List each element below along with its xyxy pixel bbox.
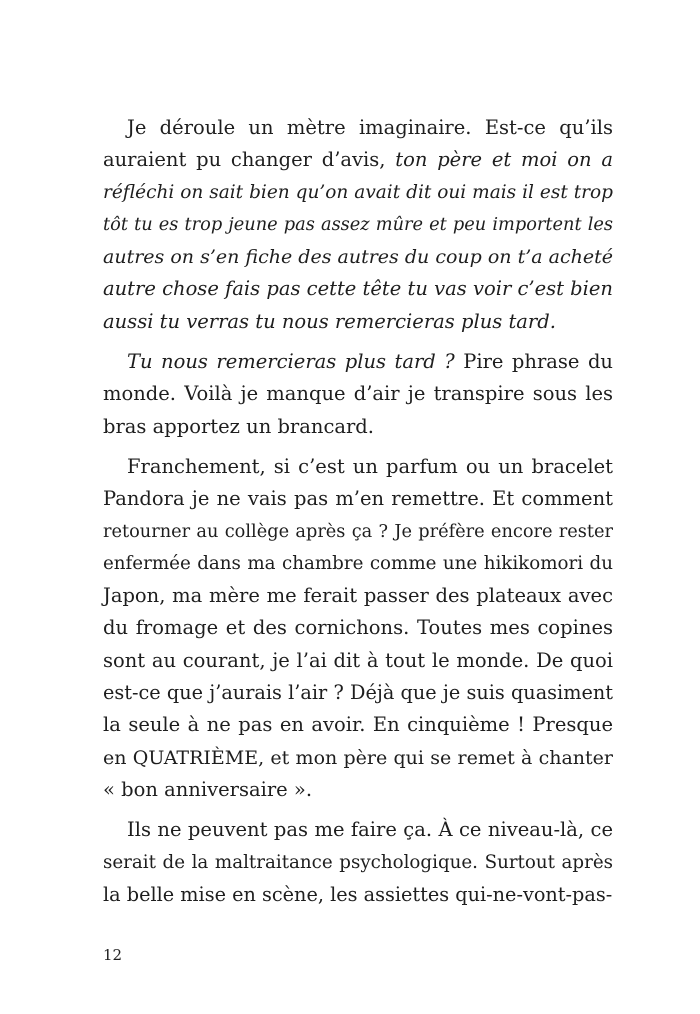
text-line bbox=[103, 241, 613, 273]
text-line bbox=[103, 742, 613, 774]
italic-text: réfléchi on sait bien qu’on avait dit oui mais il est trop bbox=[103, 181, 613, 203]
text-line bbox=[103, 483, 613, 515]
text-line bbox=[103, 346, 613, 378]
text-segment: Japon, ma mère me ferait passer des plateaux avec bbox=[103, 584, 613, 608]
text-segment: monde. Voilà je manque d’air je transpire sous les bbox=[103, 382, 613, 406]
paragraph bbox=[103, 112, 613, 338]
text-segment: retourner au collège après ça ? Je préfère encore rester bbox=[103, 521, 613, 542]
text-segment: du fromage et des cornichons. Toutes mes copines bbox=[103, 616, 613, 640]
paragraph bbox=[103, 346, 613, 443]
text-line bbox=[103, 612, 613, 644]
text-segment: est-ce que j’aurais l’air ? Déjà que je suis quasiment bbox=[103, 681, 613, 705]
text-line bbox=[103, 177, 613, 209]
italic-text: aussi tu verras tu nous remercieras plus tard. bbox=[103, 309, 556, 333]
text-segment: la seule à ne pas en avoir. En cinquième ! Presque bbox=[103, 713, 613, 737]
text-line bbox=[103, 677, 613, 709]
text-segment: serait de la maltraitance psychologique. Surtout après bbox=[103, 851, 613, 873]
text-line bbox=[103, 112, 613, 144]
text-segment: Pire phrase du bbox=[454, 350, 613, 374]
page-number: 12 bbox=[103, 946, 123, 964]
italic-text: ton père et moi on a bbox=[395, 148, 614, 172]
text-segment: Pandora je ne vais pas m’en remettre. Et comment bbox=[103, 487, 613, 511]
text-line bbox=[103, 144, 613, 176]
paragraph bbox=[103, 814, 613, 911]
text-segment: enfermée dans ma chambre comme une hikikomori du bbox=[103, 552, 613, 574]
text-line bbox=[103, 847, 613, 879]
text-line bbox=[103, 709, 613, 741]
text-segment: sont au courant, je l’ai dit à tout le monde. De quoi bbox=[103, 648, 613, 672]
text-segment: la belle mise en scène, les assiettes qui-ne-vont-pas- bbox=[103, 882, 613, 906]
text-segment: auraient pu changer d’avis, bbox=[103, 148, 396, 172]
italic-text: autres on s’en fiche des autres du coup on t’a acheté bbox=[103, 246, 613, 269]
text-line bbox=[103, 451, 613, 483]
text-line bbox=[103, 645, 613, 677]
italic-text: autre chose fais pas cette tête tu vas voir c’est bien bbox=[103, 277, 613, 301]
text-segment: Je déroule un mètre imaginaire. Est-ce qu’ils bbox=[127, 116, 613, 139]
italic-text: tôt tu es trop jeune pas assez mûre et peu importent les bbox=[103, 214, 613, 235]
text-segment: « bon anniversaire ». bbox=[103, 777, 313, 801]
italic-text: Tu nous remercieras plus tard ? bbox=[127, 350, 455, 374]
text-line bbox=[103, 548, 613, 580]
text-line bbox=[103, 814, 613, 846]
text-line bbox=[103, 273, 613, 305]
text-segment: Franchement, si c’est un parfum ou un bracelet bbox=[127, 454, 613, 478]
text-line bbox=[103, 306, 613, 338]
text-line bbox=[103, 774, 613, 806]
text-line bbox=[103, 879, 613, 911]
text-line bbox=[103, 209, 613, 241]
text-line bbox=[103, 378, 613, 410]
text-segment: en QUATRIÈME, et mon père qui se remet à chanter bbox=[103, 746, 613, 769]
text-segment: bras apportez un brancard. bbox=[103, 414, 374, 438]
text-segment: Ils ne peuvent pas me faire ça. À ce niveau-là, ce bbox=[127, 818, 613, 842]
text-line bbox=[103, 580, 613, 612]
body-text bbox=[103, 112, 613, 911]
paragraph bbox=[103, 451, 613, 806]
text-line bbox=[103, 516, 613, 548]
text-line bbox=[103, 411, 613, 443]
